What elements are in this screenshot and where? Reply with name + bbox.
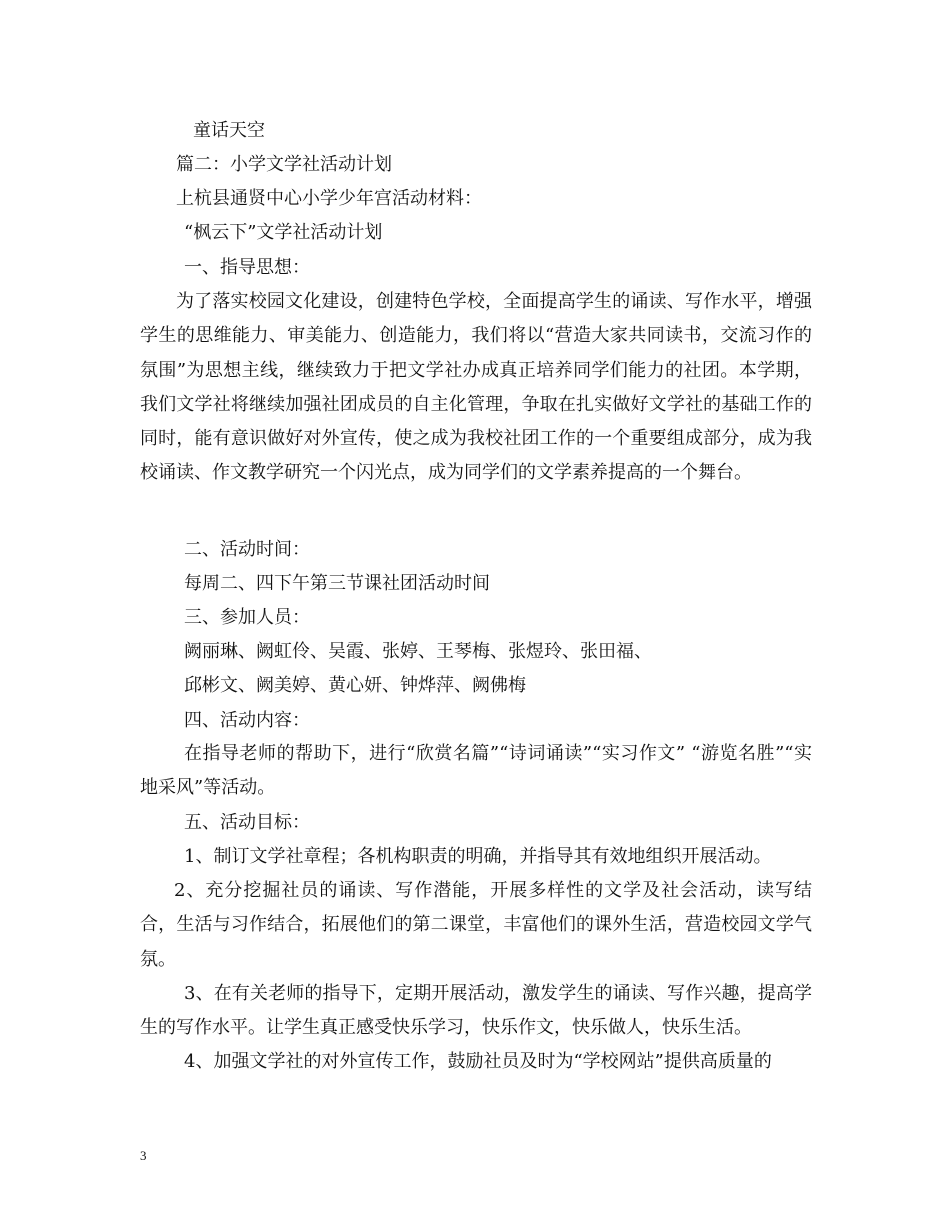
heading-activity-content: 四、活动内容： bbox=[184, 710, 310, 731]
heading-activity-time: 二、活动时间： bbox=[184, 539, 310, 560]
section-title: 篇二：小学文学社活动计划 bbox=[176, 154, 392, 175]
goal-item-4: 4、加强文学社的对外宣传工作，鼓励社员及时为“学校网站”提供高质量的 bbox=[184, 1051, 772, 1072]
goal-item-1: 1、制订文学社章程；各机构职责的明确，并指导其有效地组织开展活动。 bbox=[184, 846, 772, 867]
paragraph-guiding-idea: 为了落实校园文化建设，创建特色学校，全面提高学生的诵读、写作水平，增强学生的思维能力、审美能力、创造能力，我们将以“营造大家共同读书，交流习作的氛围”为思想主线，继续致力于把文学社办成真正培养同学们能力的社团。本学期，我们文学社将继续加强社团成员的自主化管理，争取在扎实做好文学社的基础工作的同时，能有意识做好对外宣传，使之成为我校社团工作的一个重要组成部分，成为我校诵读、作文教学研究一个闪光点，成为同学们的文学素养提高的一个舞台。 bbox=[140, 291, 812, 484]
heading-participants: 三、参加人员： bbox=[184, 607, 310, 628]
heading-guiding-idea: 一、指导思想： bbox=[184, 257, 310, 278]
page-number: 3 bbox=[140, 1148, 147, 1163]
participants-line-1: 阙丽琳、阙虹伶、吴霞、张婷、王琴梅、张煜玲、张田福、 bbox=[184, 641, 652, 662]
activity-time-text: 每周二、四下午第三节课社团活动时间 bbox=[184, 573, 490, 594]
goal-item-2: 2、充分挖掘社员的诵读、写作潜能，开展多样性的文学及社会活动，读写结合，生活与习作结合，拓展他们的第二课堂，丰富他们的课外生活，营造校园文学气氛。 bbox=[140, 880, 812, 970]
heading-activity-goals: 五、活动目标： bbox=[184, 812, 310, 833]
plan-title: “枫云下”文学社活动计划 bbox=[184, 222, 383, 243]
material-source: 上杭县通贤中心小学少年宫活动材料： bbox=[176, 188, 482, 209]
goal-item-3: 3、在有关老师的指导下，定期开展活动，激发学生的诵读、写作兴趣，提高学生的写作水平。让学生真正感受快乐学习，快乐作文，快乐做人，快乐生活。 bbox=[140, 983, 812, 1039]
participants-line-2: 邱彬文、阙美婷、黄心妍、钟烨萍、阙佛梅 bbox=[184, 675, 526, 696]
heading-fairy-sky: 童话天空 bbox=[193, 120, 265, 141]
paragraph-activity-content: 在指导老师的帮助下，进行“欣赏名篇”“诗词诵读”“实习作文” “游览名胜”“实地采风”等活动。 bbox=[140, 743, 812, 799]
